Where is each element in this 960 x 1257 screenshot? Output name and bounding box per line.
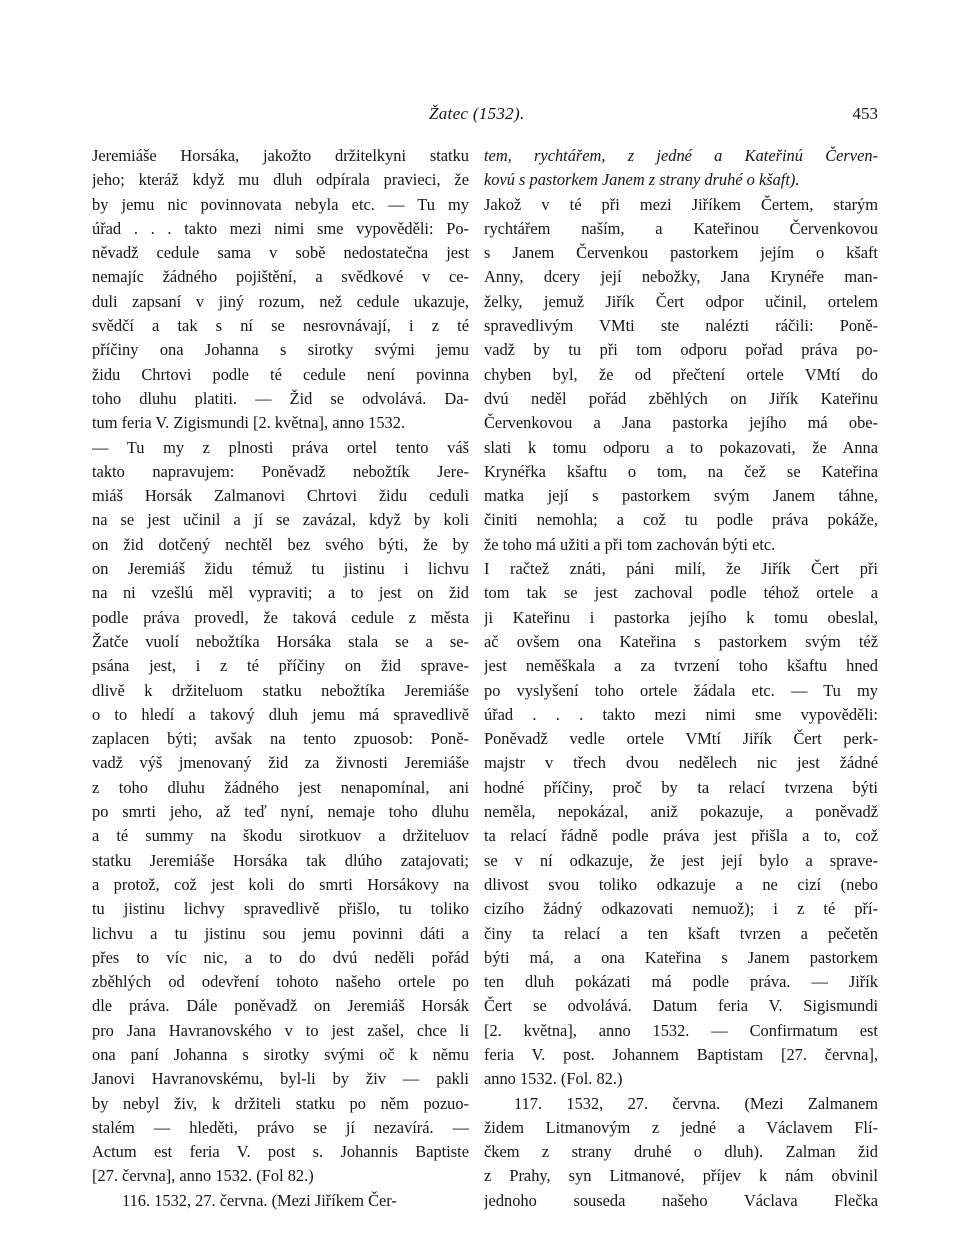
text-line: ten dluh pokázati má podle práva. — Jiřík [484, 972, 878, 992]
page-number: 453 [852, 104, 878, 123]
text-line: Actum est feria V. post s. Johannis Baptiste [92, 1142, 469, 1162]
text-line: spravedlivým VMti ste nalézti ráčili: Poně- [484, 316, 878, 336]
text-line: zběhlých od odevření tohoto našeho ortele po [92, 972, 469, 992]
text-line: psána jest, i z té příčiny on žid sprave- [92, 656, 469, 676]
text-line: jeho; kteráž když mu dluh odpírala pravieci, že [92, 170, 469, 190]
text-line: I račtež znáti, páni milí, že Jiřík Čert při [484, 559, 878, 579]
text-line: židem Litmanovým z jedné a Václavem Flí- [484, 1117, 878, 1137]
text-line: Jakož v té při mezi Jiříkem Čertem, starým [484, 194, 878, 214]
text-line: takto napravujem: Poněvadž nebožtík Jere- [92, 461, 469, 481]
text-line: Krynéřka kšaftu o tom, na čež se Kateřina [484, 461, 878, 481]
text-line: Anny, dcery její nebožky, Jana Krynéře man- [484, 267, 878, 287]
text-line: tom tak se jest zachoval podle téhož ortele a [484, 583, 878, 603]
text-line: z toho dluhu žádného jest nenapomínal, ani [92, 777, 469, 797]
text-line: — Tu my z plnosti práva ortel tento váš [92, 437, 469, 457]
text-line: on Jeremiáš židu témuž tu jistinu i lichvu [92, 559, 469, 579]
text-line: o to hledí a takový dluh jemu má spravedlivě [92, 704, 469, 724]
text-line: neměla, nepokázal, aniž pokazuje, a poněvadž [484, 802, 878, 822]
text-line: nemajíc žádného pojištění, a svědkové v ce- [92, 267, 469, 287]
text-line: duli zapsaní v jiný rozum, než cedule ukazuje, [92, 291, 469, 311]
text-line: Jeremiáše Horsáka, jakožto držitelkyni statku [92, 146, 469, 165]
text-line: chyben byl, že od přečtení ortele VMtí do [484, 364, 878, 384]
text-line: tu jistinu lichvy spravedlivě přišlo, tu toliko [92, 899, 469, 919]
text-line: zaplacen býti; avšak na tento zpuosob: Poně- [92, 729, 469, 749]
text-line: Poněvadž vedle ortele VMtí Jiřík Čert perk- [484, 729, 878, 749]
running-head: Žatec (1532). [429, 104, 525, 123]
text-line: ji Kateřinu i pastorka jejího k tomu obeslal, [484, 607, 878, 627]
text-line: [2. května], anno 1532. — Confirmatum est [484, 1020, 878, 1040]
text-line: cizího žádný odkazovati nemuož); i z té pří- [484, 899, 878, 919]
text-line: na ni vzešlú měl vypraviti; a to jest on žid [92, 583, 469, 603]
page-header [92, 104, 878, 130]
text-line: přes to víc nic, a to do dvú neděli pořád [92, 947, 469, 967]
text-line: příčiny ona Johanna s sirotky svými jemu [92, 340, 469, 360]
text-line: miáš Horsák Zalmanovi Chrtovi židu ceduli [92, 486, 469, 506]
text-line: čkem z strany druhé o dluh). Zalman žid [484, 1142, 878, 1162]
text-line: z Prahy, syn Litmanové, příjev k nám obvinil [484, 1166, 878, 1186]
text-line: ta relací řádně podle práva jest přišla a to, což [484, 826, 878, 846]
text-line: dlivě k držiteluom statku nebožtíka Jeremiáše [92, 680, 469, 700]
text-line: se v ní odkazuje, že jest její bylo a sprave- [484, 850, 878, 870]
text-line: Janovi Havranovskému, byl-li by živ — pakli [92, 1069, 469, 1089]
text-line: lichvu a tu jistinu sou jemu povinni dáti a [92, 923, 469, 943]
text-line: že toho má užiti a při tom zachován býti etc. [484, 534, 776, 554]
left-text-column [92, 144, 469, 1213]
text-line: s Janem Červenkou pastorkem jejím o kšaft [484, 243, 878, 263]
text-line: činiti nemohla; a což tu podle práva pokáže, [484, 510, 878, 530]
text-line: majstr v třech dvou nedělech nic jest žádné [484, 753, 878, 773]
text-line: [27. června], anno 1532. (Fol 82.) [92, 1166, 314, 1186]
text-line: tum feria V. Zigismundi [2. května], anno 1532. [92, 413, 406, 433]
text-line: činy ta relací a ten kšaft tvrzen a pečetěn [484, 923, 878, 943]
text-line: a protož, což jest koli do smrti Horsákovy na [92, 874, 469, 894]
text-line: židu Chrtovi podle té cedule není povinna [92, 364, 469, 384]
text-line: něvadž cedule sama v sobě nedostatečna jest [92, 243, 469, 263]
text-line: feria V. post. Johannem Baptistam [27. června], [484, 1044, 878, 1064]
text-line: jednoho souseda našeho Václava Flečka [484, 1190, 878, 1210]
text-line: vadž výš jmenovaný žid za živnosti Jeremiáše [92, 753, 469, 773]
text-line: po smrti jeho, až teď nyní, nemaje toho dluhu [92, 802, 469, 822]
text-line: 116. 1532, 27. června. (Mezi Jiříkem Čer- [122, 1190, 397, 1210]
text-line: svědčí a tak s ní se nesrovnávají, i z té [92, 316, 469, 336]
text-line: stalém — hleděti, právo se jí nezavírá. — [92, 1117, 469, 1137]
text-line: rychtářem naším, a Kateřinou Červenkovou [484, 218, 878, 238]
text-line: a té summy na škodu sirotkuov a držiteluov [92, 826, 469, 846]
right-text-column [484, 144, 878, 1213]
text-line: Žatče vuolí nebožtíka Horsáka stala se a se- [92, 631, 469, 651]
text-line: ona paní Johanna s sirotky svými oč k němu [92, 1044, 469, 1064]
text-line: matka její s pastorkem svým Janem táhne, [484, 486, 878, 506]
text-line: jest neměškala a za tvrzení toho kšaftu hned [484, 656, 878, 676]
text-line: kovú s pastorkem Janem z strany druhé o kšaft). [484, 170, 800, 190]
text-line: býti má, a ona Kateřina s Janem pastorkem [484, 947, 878, 967]
text-line: podle práva provedl, že taková cedule z města [92, 607, 469, 627]
text-line: úřad . . . takto mezi nimi sme vypověděli: [484, 704, 878, 724]
text-line: hodné příčiny, proč by ta relací tvrzena býti [484, 777, 878, 797]
text-line: vadž by tu při tom odporu pořad práva po- [484, 340, 878, 360]
text-line: slati k tomu odporu a to pokazovati, že Anna [484, 437, 878, 457]
text-line: statku Jeremiáše Horsáka tak dlúho zatajovati; [92, 850, 469, 870]
text-line: ač ovšem ona Kateřina s pastorkem svým též [484, 631, 878, 651]
text-line: tem, rychtářem, z jedné a Kateřinú Červen- [484, 146, 878, 165]
text-line: Čert se odvolává. Datum feria V. Sigismundi [484, 996, 878, 1016]
text-line: želky, jemuž Jiřík Čert odpor učinil, ortelem [484, 291, 878, 311]
text-line: anno 1532. (Fol. 82.) [484, 1069, 623, 1089]
text-line: dlivost svou toliko odkazuje a ne cizí (nebo [484, 874, 878, 894]
text-line: na se jest učinil a jí se zavázal, když by koli [92, 510, 469, 530]
text-line: pro Jana Havranovského v to jest zašel, chce li [92, 1020, 469, 1040]
text-line: úřad . . . takto mezi nimi sme vypověděli: Po- [92, 218, 469, 238]
text-line: po vyslyšení toho ortele žádala etc. — Tu my [484, 680, 878, 700]
text-line: 117. 1532, 27. června. (Mezi Zalmanem [514, 1093, 878, 1113]
text-line: dle práva. Dále poněvadž on Jeremiáš Horsák [92, 996, 469, 1016]
text-line: by jemu nic povinnovata nebyla etc. — Tu my [92, 194, 469, 214]
text-line: toho dluhu platiti. — Žid se odvolává. Da- [92, 388, 469, 408]
text-line: by nebyl živ, k držiteli statku po něm pozuo- [92, 1093, 469, 1113]
text-line: on žid dotčený nechtěl bez svého býti, že by [92, 534, 469, 554]
text-line: dvú neděl pořád zběhlých on Jiřík Kateřinu [484, 388, 878, 408]
text-line: Červenkovou a Jana pastorka jejího má obe- [484, 413, 878, 433]
